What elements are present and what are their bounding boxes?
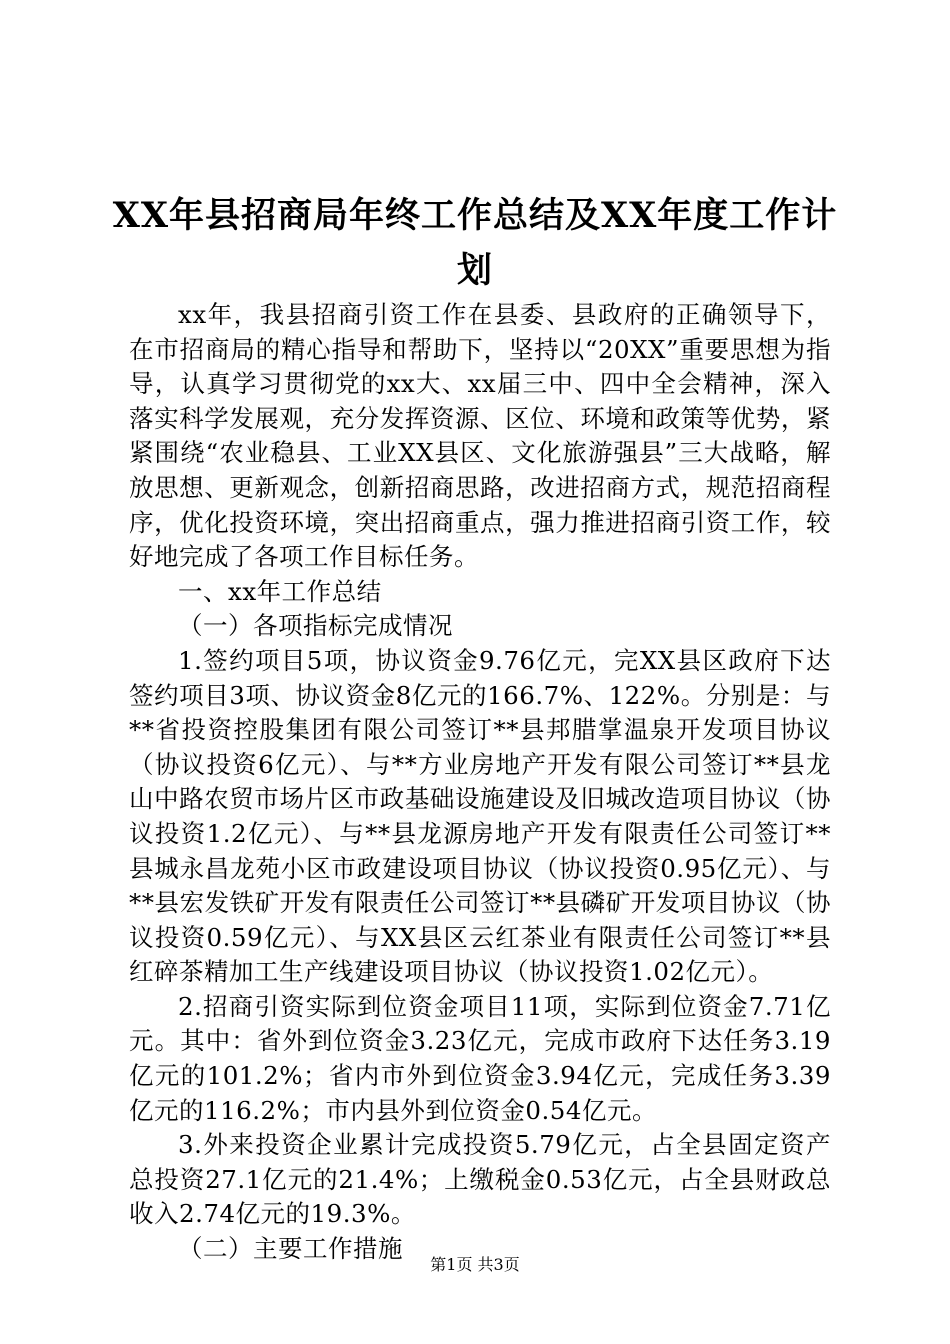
page-number-footer: 第1页 共3页 <box>430 1255 520 1274</box>
list-item-funds-in-place: 2.招商引资实际到位资金项目11项，实际到位资金7.71亿元。其中：省外到位资金3.23亿元，完成市政府下达任务3.19亿元的101.2%；省内市外到位资金3.94亿元，完成任务3.39亿元的116.2%；市内县外到位资金0.54亿元。 <box>129 991 831 1125</box>
subsection-heading-indicators: （一）各项指标完成情况 <box>178 611 453 641</box>
section-heading-summary: 一、xx年工作总结 <box>178 576 382 606</box>
list-item-signed-projects: 1.签约项目5项，协议资金9.76亿元，完XX县区政府下达签约项目3项、协议资金8亿元的166.7%、122%。分别是：与**省投资控股集团有限公司签订**县邦腊掌温泉开发项目协议（协议投资6亿元）、与**方业房地产开发有限公司签订**县龙山中路农贸市场片区市政基础设施建设及旧城改造项目协议（协议投资1.2亿元）、与**县龙源房地产开发有限责任公司签订**县城永昌龙苑小区市政建设项目协议（协议投资0.95亿元）、与**县宏发铁矿开发有限责任公司签订**县磷矿开发项目协议（协议投资0.59亿元）、与XX县区云红茶业有限责任公司签订**县红碎茶精加工生产线建设项目协议（协议投资1.02亿元）。 <box>129 645 831 987</box>
document-body <box>129 298 831 1267</box>
intro-paragraph: xx年，我县招商引资工作在县委、县政府的正确领导下，在市招商局的精心指导和帮助下，坚持以“20XX”重要思想为指导，认真学习贯彻党的xx大、xx届三中、四中全会精神，深入落实科学发展观，充分发挥资源、区位、环境和政策等优势，紧紧围绕“农业稳县、工业XX县区、文化旅游强县”三大战略，解放思想、更新观念，创新招商思路，改进招商方式，规范招商程序，优化投资环境，突出招商重点，强力推进招商引资工作，较好地完成了各项工作目标任务。 <box>129 300 831 572</box>
document-title: XX年县招商局年终工作总结及XX年度工作计划 <box>112 195 838 291</box>
subsection-heading-measures: （二）主要工作措施 <box>178 1234 403 1264</box>
list-item-external-investment: 3.外来投资企业累计完成投资5.79亿元，占全县固定资产总投资27.1亿元的21.4%；上缴税金0.53亿元，占全县财政总收入2.74亿元的19.3%。 <box>129 1130 831 1229</box>
